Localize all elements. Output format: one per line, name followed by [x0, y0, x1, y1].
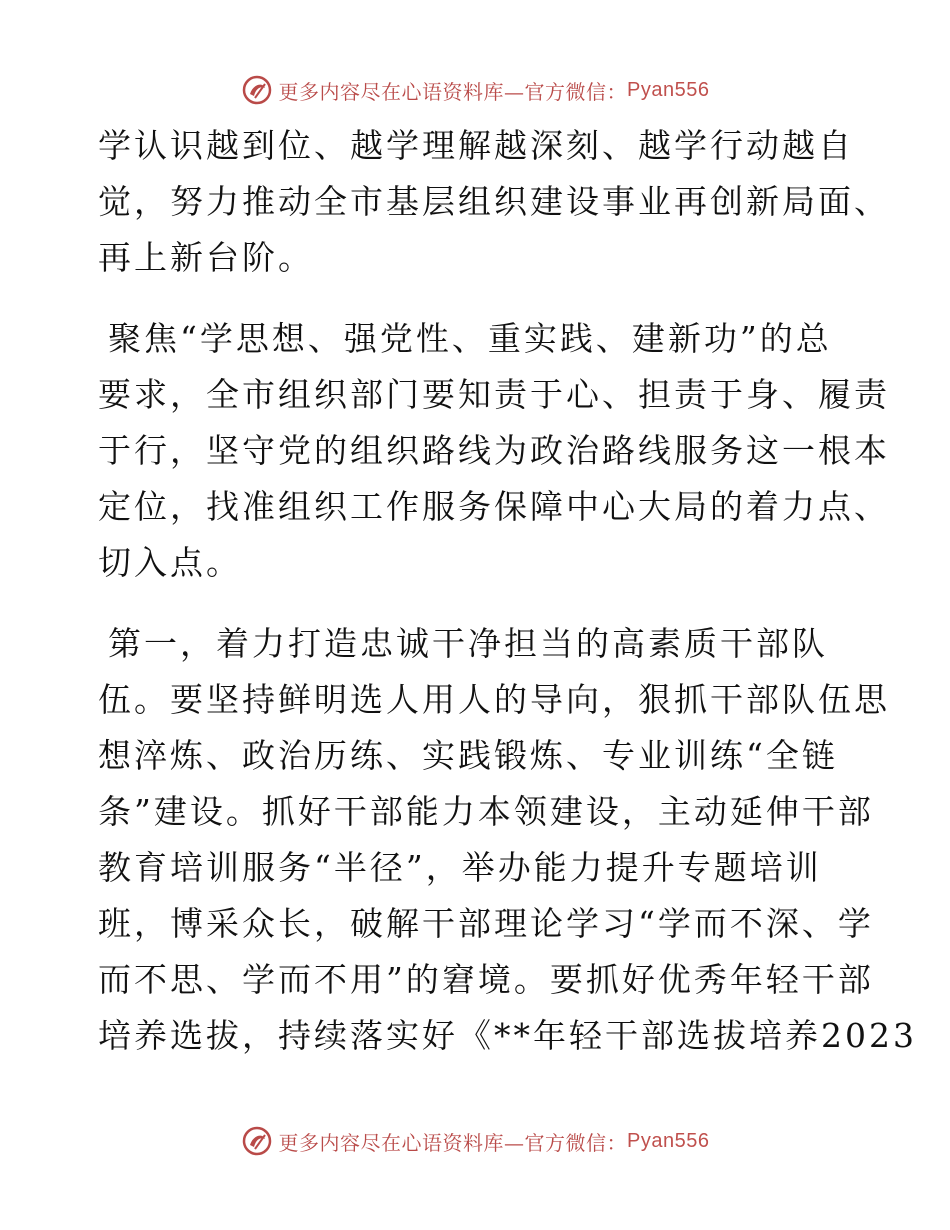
swirl-logo-icon	[241, 1125, 273, 1157]
paragraph	[98, 311, 890, 591]
text-line: 培养选拔，持续落实好《**年轻干部选拔培养2023	[98, 1016, 917, 1055]
text-line: 切入点。	[98, 543, 242, 582]
text-line: 定位，找准组织工作服务保障中心大局的着力点、	[98, 487, 890, 526]
footer-watermark	[0, 1121, 950, 1161]
watermark-text: 更多内容尽在心语资料库—官方微信：	[278, 1130, 628, 1155]
text-line: 要求，全市组织部门要知责于心、担责于身、履责	[98, 375, 890, 414]
paragraph	[98, 616, 917, 1064]
text-line: 班，博采众长，破解干部理论学习“学而不深、学	[98, 904, 874, 943]
text-line: 条”建设。抓好干部能力本领建设，主动延伸干部	[98, 792, 874, 831]
text-line: 觉，努力推动全市基层组织建设事业再创新局面、	[98, 182, 890, 221]
swirl-logo-icon	[241, 74, 273, 106]
watermark-text: 更多内容尽在心语资料库—官方微信：	[278, 79, 628, 104]
text-line: 而不思、学而不用”的窘境。要抓好优秀年轻干部	[98, 960, 874, 999]
watermark-contact: Pyan556	[627, 78, 710, 101]
text-line: 教育培训服务“半径”，举办能力提升专题培训	[98, 848, 822, 887]
header-watermark	[0, 70, 950, 110]
text-line: 第一，着力打造忠诚干净担当的高素质干部队	[108, 624, 828, 663]
watermark-contact: Pyan556	[627, 1129, 710, 1152]
document-body	[98, 118, 917, 1089]
text-line: 于行，坚守党的组织路线为政治路线服务这一根本	[98, 431, 890, 470]
text-line: 聚焦“学思想、强党性、重实践、建新功”的总	[108, 319, 832, 358]
text-line: 伍。要坚持鲜明选人用人的导向，狠抓干部队伍思	[98, 680, 890, 719]
paragraph	[98, 118, 890, 286]
text-line: 想淬炼、政治历练、实践锻炼、专业训练“全链	[98, 736, 838, 775]
text-line: 再上新台阶。	[98, 238, 314, 277]
text-line: 学认识越到位、越学理解越深刻、越学行动越自	[98, 126, 854, 165]
